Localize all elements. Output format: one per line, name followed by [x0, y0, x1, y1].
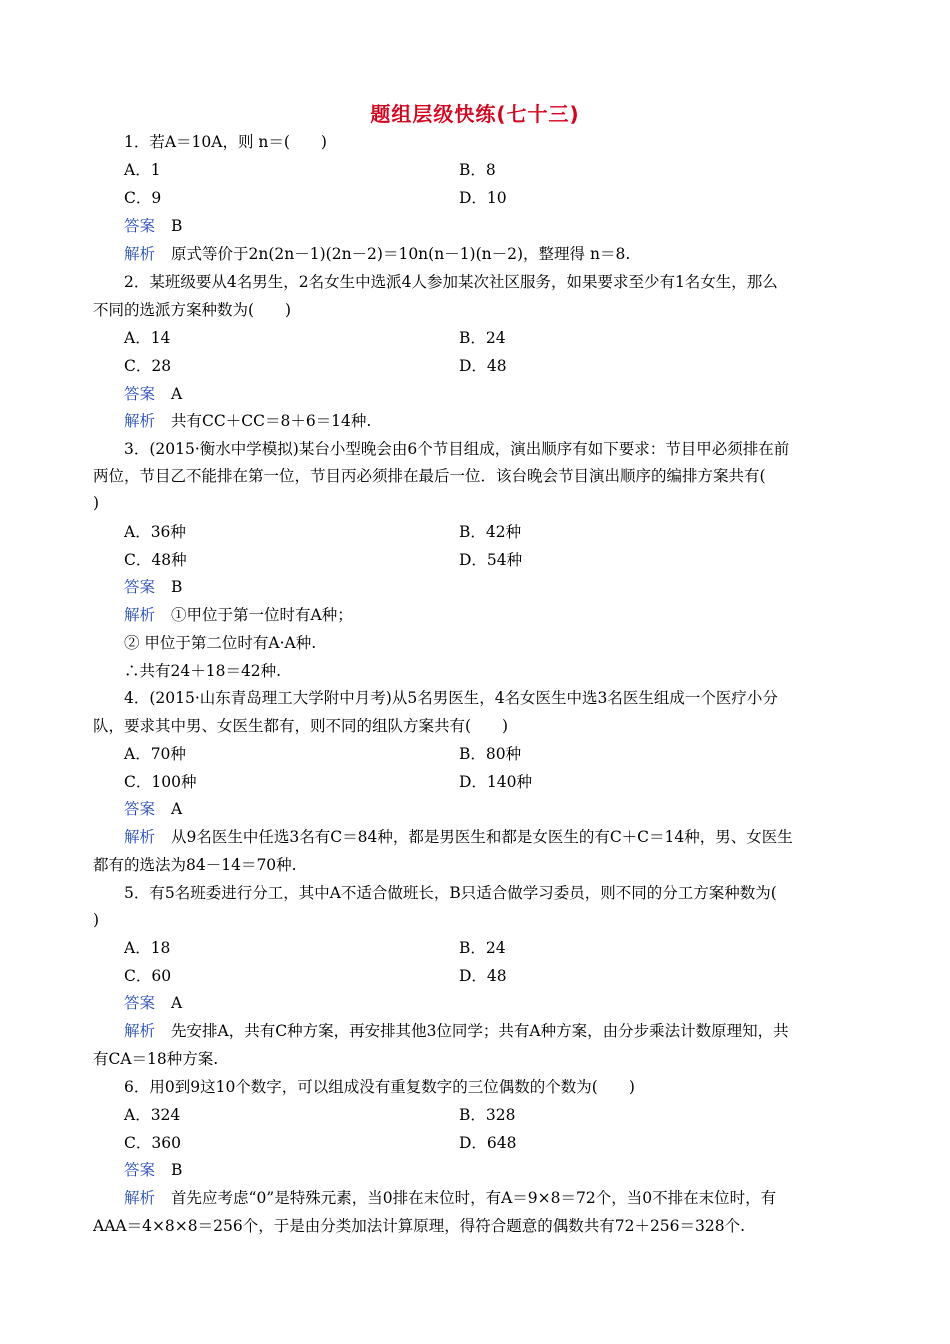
- q1-option-c: C．9: [124, 189, 162, 207]
- q5-analysis-line-2: 有CA＝18种方案.: [93, 1050, 219, 1068]
- q1-option-b: B．8: [459, 161, 496, 179]
- q1-answer-value: B: [171, 217, 183, 235]
- q5-analysis-text-1: 先安排A，共有C种方案，再安排其他3位同学；共有A种方案，由分步乘法计数原理知，共: [171, 1022, 789, 1040]
- q2-analysis: [124, 411, 371, 431]
- q4-option-d: D．140种: [459, 773, 533, 791]
- q3-option-c: C．48种: [124, 551, 187, 569]
- q4-analysis: [124, 827, 793, 847]
- q4-option-c: C．100种: [124, 773, 197, 791]
- answer-label: 答案: [124, 1161, 156, 1179]
- q1-option-d: D．10: [459, 189, 507, 207]
- q3-stem-line-2: 两位，节目乙不能排在第一位，节目丙必须排在最后一位．该台晚会节目演出顺序的编排方案共有(: [93, 467, 766, 485]
- q3-analysis: [124, 605, 353, 625]
- q1-analysis-text: 原式等价于2n(2n－1)(2n－2)＝10n(n－1)(n－2)，整理得 n＝8.: [171, 245, 631, 263]
- q6-option-d: D．648: [459, 1134, 517, 1152]
- q2-answer: [124, 384, 182, 404]
- q2-stem-line-2: 不同的选派方案种数为( ): [93, 301, 292, 319]
- q3-analysis-text-1: ①甲位于第一位时有A种；: [171, 606, 353, 624]
- q3-stem-line-1: 3．(2015·衡水中学模拟)某台小型晚会由6个节目组成，演出顺序有如下要求：节目甲必须排在前: [124, 440, 790, 458]
- q1-answer: [124, 216, 182, 236]
- q5-option-a: A．18: [124, 939, 171, 957]
- q6-option-c: C．360: [124, 1134, 181, 1152]
- page-title: 题组层级快练(七十三): [370, 102, 580, 126]
- q4-stem-line-1: 4．(2015·山东青岛理工大学附中月考)从5名男医生，4名女医生中选3名医生组成一个医疗小分: [124, 689, 778, 707]
- q4-answer: [124, 799, 182, 819]
- q2-option-a: A．14: [124, 329, 171, 347]
- q1-stem: 1．若A＝10A，则 n＝( ): [124, 133, 327, 151]
- q3-answer: [124, 577, 182, 597]
- q6-analysis-text-1: 首先应考虑“0”是特殊元素，当0排在末位时，有A＝9×8＝72个，当0不排在末位时，有: [171, 1189, 777, 1207]
- q5-answer: [124, 993, 182, 1013]
- q6-stem: 6．用0到9这10个数字，可以组成没有重复数字的三位偶数的个数为( ): [124, 1078, 635, 1096]
- q3-analysis-line-2: ② 甲位于第二位时有A·A种.: [124, 634, 317, 652]
- answer-label: 答案: [124, 385, 156, 403]
- q2-option-b: B．24: [459, 329, 506, 347]
- q2-stem-line-1: 2．某班级要从4名男生，2名女生中选派4人参加某次社区服务，如果要求至少有1名女生，那么: [124, 273, 778, 291]
- q6-analysis-line-2: AAA＝4×8×8＝256个，于是由分类加法计算原理，得符合题意的偶数共有72＋256＝328个.: [93, 1217, 746, 1235]
- q4-analysis-line-2: 都有的选法为84－14＝70种.: [93, 856, 297, 874]
- analysis-label: 解析: [124, 412, 156, 430]
- q5-stem-line-1: 5．有5名班委进行分工，其中A不适合做班长，B只适合做学习委员，则不同的分工方案种数为(: [124, 884, 777, 902]
- q1-option-a: A．1: [124, 161, 161, 179]
- q3-analysis-line-3: ∴共有24＋18＝42种.: [124, 662, 282, 680]
- q4-stem-line-2: 队，要求其中男、女医生都有，则不同的组队方案共有( ): [93, 717, 509, 735]
- q3-option-b: B．42种: [459, 523, 522, 541]
- q4-analysis-text-1: 从9名医生中任选3名有C＝84种，都是男医生和都是女医生的有C＋C＝14种，男、女医生: [171, 828, 793, 846]
- analysis-label: 解析: [124, 1022, 156, 1040]
- q5-analysis: [124, 1021, 789, 1041]
- q4-option-b: B．80种: [459, 745, 522, 763]
- q5-option-b: B．24: [459, 939, 506, 957]
- q2-option-d: D．48: [459, 357, 507, 375]
- q6-analysis: [124, 1188, 776, 1208]
- answer-label: 答案: [124, 800, 156, 818]
- q2-answer-value: A: [171, 385, 183, 403]
- answer-label: 答案: [124, 994, 156, 1012]
- q5-option-c: C．60: [124, 967, 172, 985]
- q2-option-c: C．28: [124, 357, 172, 375]
- q3-option-d: D．54种: [459, 551, 523, 569]
- q6-option-b: B．328: [459, 1106, 516, 1124]
- q1-analysis: [124, 244, 630, 264]
- q6-answer: [124, 1160, 182, 1180]
- answer-label: 答案: [124, 217, 156, 235]
- q5-answer-value: A: [171, 994, 183, 1012]
- answer-label: 答案: [124, 578, 156, 596]
- q3-answer-value: B: [171, 578, 183, 596]
- analysis-label: 解析: [124, 606, 156, 624]
- q3-option-a: A．36种: [124, 523, 186, 541]
- analysis-label: 解析: [124, 828, 156, 846]
- analysis-label: 解析: [124, 1189, 156, 1207]
- q3-stem-line-3: ): [93, 494, 100, 512]
- q5-stem-line-2: ): [93, 911, 100, 929]
- q6-option-a: A．324: [124, 1106, 181, 1124]
- q2-analysis-text: 共有CC＋CC＝8＋6＝14种.: [171, 412, 372, 430]
- q5-option-d: D．48: [459, 967, 507, 985]
- q4-option-a: A．70种: [124, 745, 186, 763]
- q6-answer-value: B: [171, 1161, 183, 1179]
- analysis-label: 解析: [124, 245, 156, 263]
- q4-answer-value: A: [171, 800, 183, 818]
